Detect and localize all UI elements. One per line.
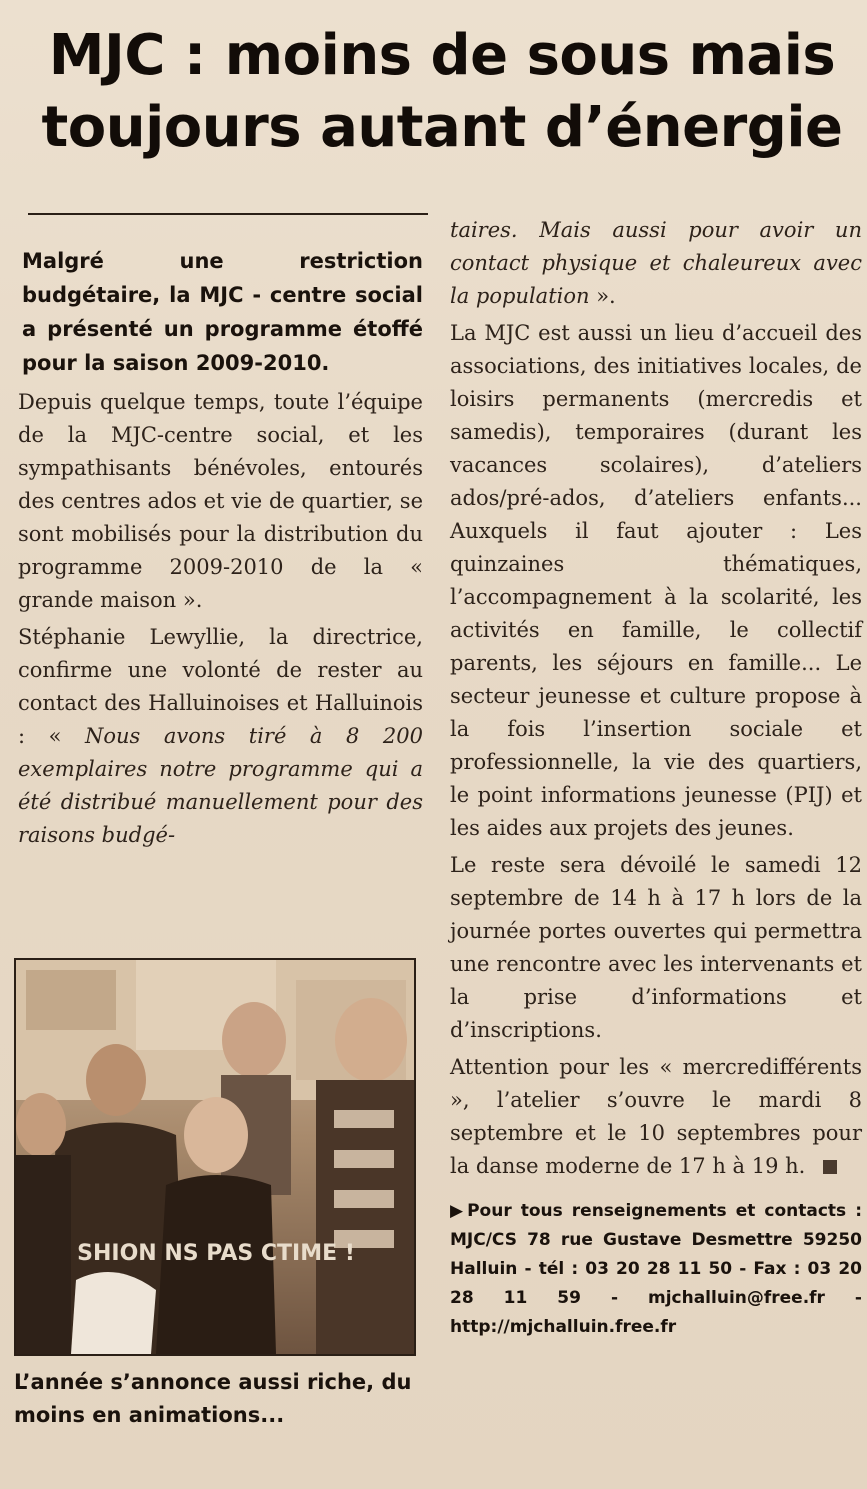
- paragraph-3-quote: taires. Mais aussi pour avoir un contact physique et chaleureux avec la population: [450, 218, 862, 308]
- paragraph-5: Le reste sera dévoilé le samedi 12 septembre de 14 h à 17 h lors de la journée portes ouvertes qui permettra une rencontre avec les intervenants et la prise d’informations et d’inscriptions.: [450, 853, 862, 1042]
- paragraph-6: [450, 1051, 862, 1183]
- contact-info: [450, 1197, 862, 1342]
- group-photo: [14, 958, 416, 1356]
- right-column: [450, 214, 862, 1342]
- group-photo-illustration: [16, 960, 414, 1354]
- paragraph-6-text: Attention pour les « mercredifférents », l’atelier s’ouvre le mardi 8 septembre et le 10 septembres pour la danse moderne de 17 h à 19 h.: [450, 1055, 862, 1178]
- contact-text: Pour tous renseignements et contacts : MJC/CS 78 rue Gustave Desmettre 59250 Halluin - tél : 03 20 28 11 50 - Fax : 03 20 28 11 59 - mjchalluin@free.fr - http://mjchalluin.free.fr: [450, 1201, 862, 1337]
- paragraph-3-text: ».: [589, 284, 616, 308]
- shirt-text: SHION NS PAS CTIME !: [77, 1241, 355, 1266]
- photo-caption: L’année s’annonce aussi riche, du moins en animations...: [14, 1370, 412, 1427]
- lead-paragraph: Malgré une restriction budgétaire, la MJC - centre social a présenté un programme étoffé pour la saison 2009-2010.: [22, 249, 423, 375]
- triangle-right-icon: ▶: [450, 1201, 464, 1221]
- paragraph-2: [18, 621, 423, 852]
- headline: MJC : moins de sous mais toujours autant d’énergie: [41, 23, 843, 160]
- paragraph-4: La MJC est aussi un lieu d’accueil des associations, des initiatives locales, de loisirs permanents (mercredis et samedis), temporaires (durant les vacances scolaires), d’ateliers ados/pré-ados, d’ateliers enfants... Auxquels il faut ajouter : Les quinzaines thématiques, l’accompagnement à la scolarité, les activités en famille, le collectif parents, les séjours en famille... Le secteur jeunesse et culture propose à la fois l’insertion sociale et professionnelle, la vie des quartiers, le point informations jeunesse (PIJ) et les aides aux projets des jeunes.: [450, 321, 862, 840]
- left-column: [18, 244, 423, 856]
- paragraph-2-quote: Nous avons tiré à 8 200 exemplaires notre programme qui a été distribué manuellement pour des raisons budgé-: [18, 724, 423, 847]
- headline-rule: [28, 213, 428, 215]
- paragraph-1: Depuis quelque temps, toute l’équipe de la MJC-centre social, et les sympathisants bénévoles, entourés des centres ados et vie de quartier, se sont mobilisés pour la distribution du programme 2009-2010 de la « grande maison ».: [18, 390, 423, 612]
- paragraph-2-text: Stéphanie Lewyllie, la directrice, confirme une volonté de rester au contact des Halluinoises et Halluinois : «: [18, 625, 423, 748]
- square-icon: [823, 1160, 837, 1174]
- paragraph-3: [450, 214, 862, 313]
